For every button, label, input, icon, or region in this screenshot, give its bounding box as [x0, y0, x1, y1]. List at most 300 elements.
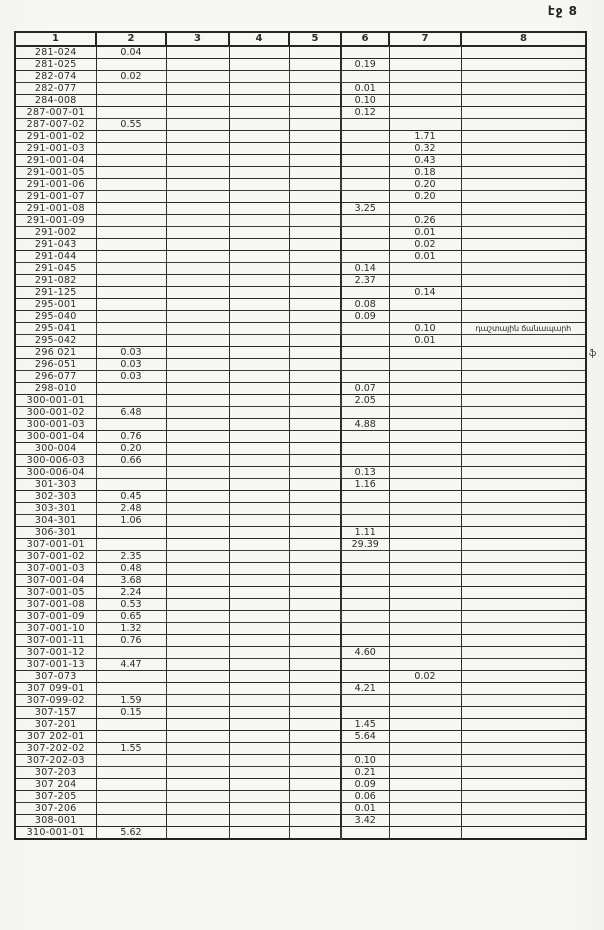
value-cell: [166, 251, 229, 263]
note-cell: [461, 347, 586, 359]
value-cell: [166, 767, 229, 779]
table-row: [15, 683, 586, 695]
note-cell: դաշտային ճանապարհ: [461, 323, 586, 335]
value-cell: [166, 491, 229, 503]
note-cell: [461, 443, 586, 455]
table-row: [15, 743, 586, 755]
value-cell: [289, 359, 341, 371]
value-cell: 0.01: [389, 227, 461, 239]
note-cell: [461, 515, 586, 527]
value-cell: [289, 731, 341, 743]
table-row: [15, 143, 586, 155]
value-cell: [166, 383, 229, 395]
value-cell: [389, 83, 461, 95]
value-cell: [389, 575, 461, 587]
value-cell: [289, 263, 341, 275]
value-cell: [96, 803, 166, 815]
note-cell: [461, 731, 586, 743]
value-cell: [166, 275, 229, 287]
value-cell: [389, 719, 461, 731]
value-cell: [289, 611, 341, 623]
value-cell: [289, 155, 341, 167]
value-cell: [389, 71, 461, 83]
value-cell: [341, 551, 389, 563]
value-cell: 0.20: [389, 191, 461, 203]
table-row: [15, 419, 586, 431]
code-cell: 291-002: [15, 227, 96, 239]
value-cell: [96, 335, 166, 347]
note-cell: [461, 251, 586, 263]
value-cell: [96, 167, 166, 179]
value-cell: [166, 443, 229, 455]
note-cell: [461, 647, 586, 659]
value-cell: [229, 815, 289, 827]
note-cell: [461, 395, 586, 407]
value-cell: [166, 707, 229, 719]
value-cell: 3.25: [341, 203, 389, 215]
value-cell: [341, 347, 389, 359]
value-cell: [166, 419, 229, 431]
note-cell: [461, 671, 586, 683]
value-cell: 5.64: [341, 731, 389, 743]
code-cell: 291-001-04: [15, 155, 96, 167]
value-cell: [96, 215, 166, 227]
value-cell: [341, 671, 389, 683]
note-cell: [461, 551, 586, 563]
table-row: [15, 107, 586, 119]
table-row: [15, 695, 586, 707]
value-cell: [289, 563, 341, 575]
value-cell: [166, 191, 229, 203]
table-row: [15, 479, 586, 491]
value-cell: 0.18: [389, 167, 461, 179]
value-cell: [289, 695, 341, 707]
note-cell: [461, 467, 586, 479]
value-cell: [166, 227, 229, 239]
note-cell: [461, 191, 586, 203]
value-cell: 0.04: [96, 46, 166, 59]
value-cell: [229, 539, 289, 551]
value-cell: [96, 227, 166, 239]
value-cell: [229, 515, 289, 527]
table-row: [15, 503, 586, 515]
table-row: [15, 251, 586, 263]
value-cell: [229, 599, 289, 611]
value-cell: [229, 59, 289, 71]
value-cell: [389, 827, 461, 840]
value-cell: [96, 131, 166, 143]
note-cell: [461, 503, 586, 515]
table-row: [15, 575, 586, 587]
value-cell: [96, 767, 166, 779]
value-cell: [341, 407, 389, 419]
value-cell: [289, 779, 341, 791]
value-cell: [289, 635, 341, 647]
table-row: [15, 563, 586, 575]
value-cell: [166, 107, 229, 119]
code-cell: 300-006-04: [15, 467, 96, 479]
value-cell: [341, 46, 389, 59]
value-cell: [166, 695, 229, 707]
value-cell: 4.60: [341, 647, 389, 659]
value-cell: [289, 515, 341, 527]
note-cell: [461, 215, 586, 227]
value-cell: [166, 743, 229, 755]
code-cell: 307-201: [15, 719, 96, 731]
value-cell: 1.11: [341, 527, 389, 539]
value-cell: [166, 827, 229, 840]
value-cell: [229, 779, 289, 791]
table-row: [15, 431, 586, 443]
value-cell: [166, 479, 229, 491]
code-cell: 310-001-01: [15, 827, 96, 840]
value-cell: 0.14: [389, 287, 461, 299]
value-cell: [341, 71, 389, 83]
value-cell: [341, 287, 389, 299]
note-cell: [461, 71, 586, 83]
value-cell: [289, 383, 341, 395]
value-cell: [289, 527, 341, 539]
note-cell: [461, 131, 586, 143]
code-cell: 307-001-01: [15, 539, 96, 551]
value-cell: 1.55: [96, 743, 166, 755]
value-cell: 0.01: [389, 251, 461, 263]
code-cell: 300-001-04: [15, 431, 96, 443]
value-cell: 0.15: [96, 707, 166, 719]
note-cell: [461, 239, 586, 251]
code-cell: 295-041: [15, 323, 96, 335]
value-cell: 0.01: [389, 335, 461, 347]
code-cell: 291-045: [15, 263, 96, 275]
code-cell: 300-006-03: [15, 455, 96, 467]
value-cell: [389, 479, 461, 491]
column-header-7: 7: [389, 32, 461, 46]
value-cell: [289, 95, 341, 107]
value-cell: [289, 683, 341, 695]
table-row: [15, 767, 586, 779]
value-cell: [229, 467, 289, 479]
value-cell: [229, 479, 289, 491]
value-cell: [289, 719, 341, 731]
value-cell: [229, 719, 289, 731]
value-cell: [166, 779, 229, 791]
value-cell: 3.68: [96, 575, 166, 587]
note-cell: [461, 719, 586, 731]
value-cell: 0.10: [341, 95, 389, 107]
value-cell: 2.35: [96, 551, 166, 563]
note-cell: [461, 539, 586, 551]
page-number-label: էջ 8: [547, 4, 578, 18]
value-cell: [96, 683, 166, 695]
value-cell: [229, 71, 289, 83]
value-cell: [229, 731, 289, 743]
value-cell: [166, 467, 229, 479]
value-cell: [229, 419, 289, 431]
note-cell: [461, 311, 586, 323]
code-cell: 291-001-05: [15, 167, 96, 179]
note-cell: [461, 431, 586, 443]
table-row: [15, 599, 586, 611]
code-cell: 287-007-02: [15, 119, 96, 131]
value-cell: [96, 263, 166, 275]
value-cell: 0.55: [96, 119, 166, 131]
note-cell: [461, 743, 586, 755]
data-table: [14, 31, 587, 840]
value-cell: 4.21: [341, 683, 389, 695]
value-cell: [166, 311, 229, 323]
note-cell: [461, 419, 586, 431]
table-row: [15, 659, 586, 671]
value-cell: [341, 491, 389, 503]
table-row: [15, 311, 586, 323]
code-cell: 307-202-02: [15, 743, 96, 755]
value-cell: [341, 239, 389, 251]
value-cell: [229, 587, 289, 599]
table-row: [15, 551, 586, 563]
value-cell: [289, 323, 341, 335]
value-cell: [166, 287, 229, 299]
value-cell: [341, 371, 389, 383]
value-cell: [229, 167, 289, 179]
code-cell: 304-301: [15, 515, 96, 527]
value-cell: [289, 587, 341, 599]
code-cell: 291-082: [15, 275, 96, 287]
value-cell: [96, 203, 166, 215]
value-cell: [166, 335, 229, 347]
value-cell: [289, 455, 341, 467]
value-cell: 0.48: [96, 563, 166, 575]
value-cell: [229, 311, 289, 323]
value-cell: [166, 731, 229, 743]
table-row: [15, 46, 586, 59]
value-cell: [341, 179, 389, 191]
note-cell: [461, 203, 586, 215]
value-cell: [166, 683, 229, 695]
value-cell: [389, 491, 461, 503]
code-cell: 296-051: [15, 359, 96, 371]
note-cell: [461, 815, 586, 827]
value-cell: [166, 635, 229, 647]
value-cell: [229, 359, 289, 371]
value-cell: [166, 95, 229, 107]
table-row: [15, 167, 586, 179]
value-cell: [389, 515, 461, 527]
code-cell: 298-010: [15, 383, 96, 395]
code-cell: 291-125: [15, 287, 96, 299]
value-cell: [96, 791, 166, 803]
value-cell: [389, 755, 461, 767]
value-cell: [389, 599, 461, 611]
value-cell: 2.24: [96, 587, 166, 599]
note-cell: [461, 695, 586, 707]
value-cell: [389, 383, 461, 395]
table-row: [15, 791, 586, 803]
note-cell: [461, 263, 586, 275]
value-cell: [289, 647, 341, 659]
code-cell: 300-001-03: [15, 419, 96, 431]
value-cell: [389, 539, 461, 551]
value-cell: [96, 155, 166, 167]
note-cell: [461, 623, 586, 635]
table-body: [15, 46, 586, 839]
value-cell: [229, 407, 289, 419]
value-cell: 0.08: [341, 299, 389, 311]
value-cell: [96, 467, 166, 479]
value-cell: [341, 119, 389, 131]
value-cell: [229, 827, 289, 840]
value-cell: 2.05: [341, 395, 389, 407]
value-cell: [166, 347, 229, 359]
value-cell: [289, 707, 341, 719]
value-cell: [96, 287, 166, 299]
note-cell: [461, 755, 586, 767]
value-cell: [96, 719, 166, 731]
value-cell: [166, 431, 229, 443]
code-cell: 282-077: [15, 83, 96, 95]
note-cell: [461, 803, 586, 815]
column-header-4: 4: [229, 32, 289, 46]
value-cell: [229, 179, 289, 191]
value-cell: [166, 503, 229, 515]
code-cell: 296-077: [15, 371, 96, 383]
code-cell: 291-001-07: [15, 191, 96, 203]
table-row: [15, 467, 586, 479]
value-cell: [389, 683, 461, 695]
table-row: [15, 719, 586, 731]
value-cell: [389, 203, 461, 215]
note-cell: [461, 46, 586, 59]
value-cell: [289, 83, 341, 95]
value-cell: [341, 503, 389, 515]
code-cell: 291-001-09: [15, 215, 96, 227]
value-cell: [166, 623, 229, 635]
value-cell: [389, 119, 461, 131]
value-cell: [166, 239, 229, 251]
value-cell: 4.88: [341, 419, 389, 431]
value-cell: [341, 191, 389, 203]
table-row: [15, 299, 586, 311]
value-cell: [166, 407, 229, 419]
value-cell: [289, 443, 341, 455]
table-row: [15, 275, 586, 287]
value-cell: [341, 251, 389, 263]
table-row: [15, 455, 586, 467]
note-cell: [461, 143, 586, 155]
value-cell: 3.42: [341, 815, 389, 827]
table-header: [15, 32, 586, 46]
value-cell: [341, 743, 389, 755]
value-cell: [229, 551, 289, 563]
value-cell: [96, 395, 166, 407]
value-cell: [166, 59, 229, 71]
table-row: [15, 707, 586, 719]
value-cell: 0.01: [341, 83, 389, 95]
note-cell: [461, 635, 586, 647]
value-cell: [229, 347, 289, 359]
table-row: [15, 59, 586, 71]
value-cell: 0.01: [341, 803, 389, 815]
value-cell: [166, 371, 229, 383]
table-row: [15, 407, 586, 419]
note-cell: [461, 359, 586, 371]
value-cell: [229, 767, 289, 779]
value-cell: 6.48: [96, 407, 166, 419]
table-row: [15, 215, 586, 227]
code-cell: 302-303: [15, 491, 96, 503]
value-cell: [289, 623, 341, 635]
value-cell: [289, 251, 341, 263]
value-cell: [289, 767, 341, 779]
value-cell: [341, 431, 389, 443]
value-cell: [389, 647, 461, 659]
value-cell: [96, 323, 166, 335]
code-cell: 303-301: [15, 503, 96, 515]
code-cell: 291-044: [15, 251, 96, 263]
value-cell: [289, 227, 341, 239]
value-cell: [229, 215, 289, 227]
value-cell: [341, 443, 389, 455]
value-cell: [289, 479, 341, 491]
value-cell: 0.45: [96, 491, 166, 503]
value-cell: [289, 791, 341, 803]
value-cell: [389, 731, 461, 743]
value-cell: [341, 635, 389, 647]
value-cell: [166, 395, 229, 407]
table-row: [15, 347, 586, 359]
code-cell: 307-001-10: [15, 623, 96, 635]
value-cell: [96, 419, 166, 431]
value-cell: [289, 659, 341, 671]
value-cell: [166, 71, 229, 83]
table-row: [15, 443, 586, 455]
value-cell: [289, 815, 341, 827]
code-cell: 307-001-13: [15, 659, 96, 671]
value-cell: [229, 671, 289, 683]
value-cell: [229, 635, 289, 647]
value-cell: 0.10: [389, 323, 461, 335]
value-cell: [341, 575, 389, 587]
value-cell: [289, 143, 341, 155]
value-cell: [96, 671, 166, 683]
handwritten-margin-note: ֆ: [589, 349, 597, 359]
value-cell: [229, 611, 289, 623]
value-cell: [289, 491, 341, 503]
value-cell: [166, 455, 229, 467]
value-cell: [166, 755, 229, 767]
value-cell: [289, 287, 341, 299]
value-cell: [389, 263, 461, 275]
table-row: [15, 83, 586, 95]
value-cell: [289, 431, 341, 443]
value-cell: [96, 383, 166, 395]
value-cell: [229, 791, 289, 803]
note-cell: [461, 287, 586, 299]
value-cell: [289, 803, 341, 815]
code-cell: 295-040: [15, 311, 96, 323]
code-cell: 281-025: [15, 59, 96, 71]
value-cell: [229, 107, 289, 119]
note-cell: [461, 95, 586, 107]
value-cell: [289, 335, 341, 347]
value-cell: [289, 275, 341, 287]
note-cell: [461, 707, 586, 719]
value-cell: [229, 503, 289, 515]
value-cell: [389, 95, 461, 107]
table-row: [15, 647, 586, 659]
table-row: [15, 827, 586, 840]
table-row: [15, 815, 586, 827]
code-cell: 296 021: [15, 347, 96, 359]
